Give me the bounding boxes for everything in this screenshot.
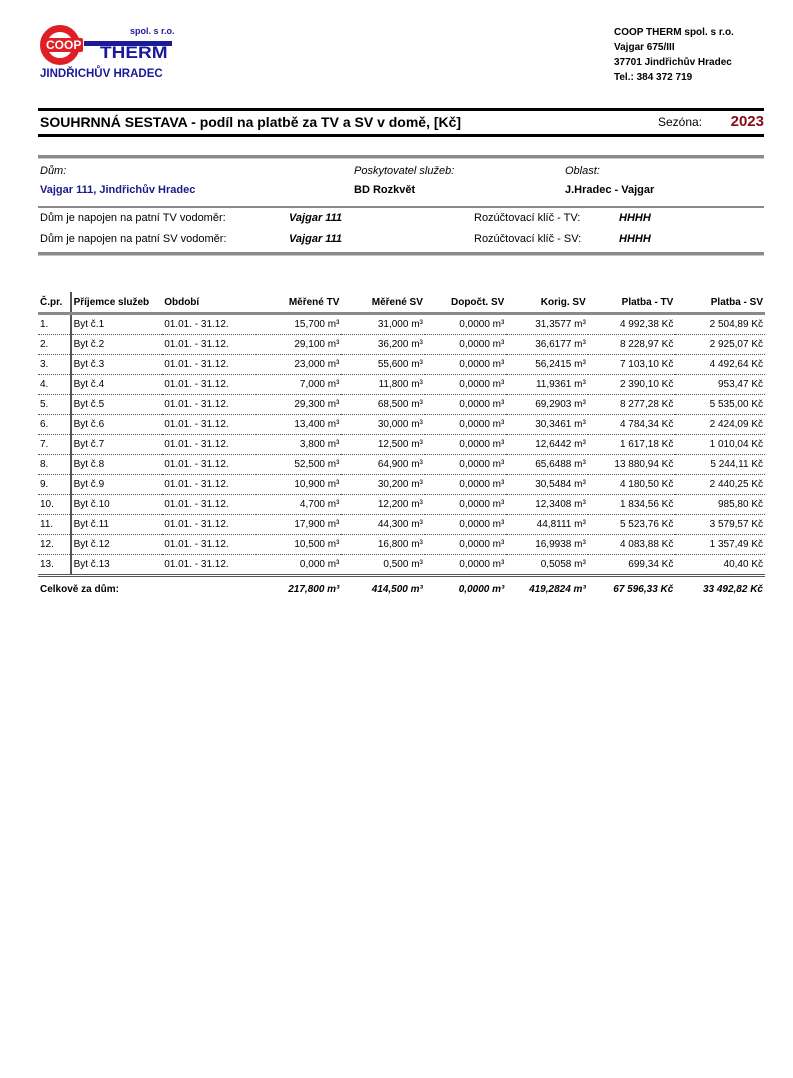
cell-period: 01.01. - 31.12. (162, 375, 256, 395)
table-row (38, 515, 765, 535)
cell-payment-sv: 2 504,89 Kč (675, 314, 765, 335)
cell-measured-tv: 17,900 m³ (256, 515, 342, 535)
cell-corrected-sv: 31,3577 m³ (506, 314, 587, 335)
table-row (38, 415, 765, 435)
col-header-computed-sv: Dopočt. SV (425, 292, 506, 314)
cell-period: 01.01. - 31.12. (162, 515, 256, 535)
sv-key-value: HHHH (619, 233, 651, 245)
house-value: Vajgar 111, Jindřichův Hradec (40, 184, 196, 196)
cell-number: 4. (38, 375, 71, 395)
cell-recipient: Byt č.3 (71, 355, 163, 375)
cell-computed-sv: 0,0000 m³ (425, 395, 506, 415)
cell-payment-tv: 8 277,28 Kč (588, 395, 676, 415)
title-rule-bottom (38, 134, 764, 137)
info-rule-top (38, 155, 764, 159)
tv-key-label: Rozúčtovací klíč - TV: (474, 212, 581, 224)
cell-measured-tv: 15,700 m³ (256, 314, 342, 335)
cell-recipient: Byt č.7 (71, 435, 163, 455)
col-header-payment-sv: Platba - SV (675, 292, 765, 314)
cell-number: 3. (38, 355, 71, 375)
cell-corrected-sv: 44,8111 m³ (506, 515, 587, 535)
cell-computed-sv: 0,0000 m³ (425, 515, 506, 535)
cell-computed-sv: 0,0000 m³ (425, 475, 506, 495)
table-header-row (38, 292, 765, 314)
total-measured-sv: 414,500 m³ (371, 583, 423, 595)
cell-payment-tv: 4 083,88 Kč (588, 535, 676, 555)
cell-measured-tv: 10,500 m³ (256, 535, 342, 555)
cell-payment-tv: 2 390,10 Kč (588, 375, 676, 395)
company-name: COOP THERM spol. s r.o. (614, 27, 734, 38)
cell-measured-sv: 64,900 m³ (341, 455, 424, 475)
table-row (38, 495, 765, 515)
total-measured-tv: 217,800 m³ (288, 583, 340, 595)
info-rule-mid (38, 206, 764, 208)
season-value: 2023 (730, 113, 764, 130)
cell-measured-sv: 55,600 m³ (341, 355, 424, 375)
cell-number: 8. (38, 455, 71, 475)
cell-corrected-sv: 36,6177 m³ (506, 335, 587, 355)
cell-measured-sv: 11,800 m³ (341, 375, 424, 395)
cell-measured-sv: 30,000 m³ (341, 415, 424, 435)
cell-corrected-sv: 56,2415 m³ (506, 355, 587, 375)
cell-period: 01.01. - 31.12. (162, 535, 256, 555)
cell-number: 11. (38, 515, 71, 535)
table-row (38, 435, 765, 455)
table-row (38, 555, 765, 576)
provider-value: BD Rozkvět (354, 184, 416, 196)
table-row (38, 314, 765, 335)
cell-measured-tv: 7,000 m³ (256, 375, 342, 395)
cell-measured-tv: 0,000 m³ (256, 555, 342, 576)
house-label: Dům: (40, 165, 67, 177)
cell-corrected-sv: 69,2903 m³ (506, 395, 587, 415)
cell-payment-sv: 2 440,25 Kč (675, 475, 765, 495)
logo-therm-text: THERM (100, 44, 168, 62)
cell-computed-sv: 0,0000 m³ (425, 495, 506, 515)
cell-payment-sv: 2 925,07 Kč (675, 335, 765, 355)
company-address (614, 25, 734, 85)
cell-payment-sv: 40,40 Kč (675, 555, 765, 576)
cell-corrected-sv: 30,5484 m³ (506, 475, 587, 495)
cell-recipient: Byt č.11 (71, 515, 163, 535)
cell-measured-tv: 29,100 m³ (256, 335, 342, 355)
cell-corrected-sv: 30,3461 m³ (506, 415, 587, 435)
cell-number: 12. (38, 535, 71, 555)
report-title-row (38, 112, 764, 132)
logo-spol-text: spol. s r.o. (130, 26, 175, 36)
cell-payment-tv: 1 834,56 Kč (588, 495, 676, 515)
cell-measured-tv: 23,000 m³ (256, 355, 342, 375)
cell-payment-tv: 4 992,38 Kč (588, 314, 676, 335)
cell-payment-sv: 1 357,49 Kč (675, 535, 765, 555)
total-payment-sv: 33 492,82 Kč (702, 583, 763, 595)
company-street: Vajgar 675/III (614, 42, 675, 53)
cell-computed-sv: 0,0000 m³ (425, 455, 506, 475)
cell-payment-tv: 699,34 Kč (588, 555, 676, 576)
cell-recipient: Byt č.6 (71, 415, 163, 435)
cell-number: 2. (38, 335, 71, 355)
cell-payment-tv: 4 784,34 Kč (588, 415, 676, 435)
table-row (38, 395, 765, 415)
cell-payment-sv: 953,47 Kč (675, 375, 765, 395)
col-header-measured-tv: Měřené TV (256, 292, 342, 314)
cell-corrected-sv: 12,6442 m³ (506, 435, 587, 455)
total-payment-tv: 67 596,33 Kč (613, 583, 674, 595)
cell-period: 01.01. - 31.12. (162, 555, 256, 576)
cell-measured-tv: 3,800 m³ (256, 435, 342, 455)
cell-payment-sv: 2 424,09 Kč (675, 415, 765, 435)
cell-payment-tv: 8 228,97 Kč (588, 335, 676, 355)
cell-number: 6. (38, 415, 71, 435)
cell-recipient: Byt č.8 (71, 455, 163, 475)
cell-period: 01.01. - 31.12. (162, 475, 256, 495)
cell-computed-sv: 0,0000 m³ (425, 355, 506, 375)
area-label: Oblast: (565, 165, 600, 177)
cell-recipient: Byt č.9 (71, 475, 163, 495)
cell-corrected-sv: 65,6488 m³ (506, 455, 587, 475)
cell-period: 01.01. - 31.12. (162, 355, 256, 375)
tv-meter-value: Vajgar 111 (289, 212, 342, 224)
cell-recipient: Byt č.12 (71, 535, 163, 555)
cell-computed-sv: 0,0000 m³ (425, 314, 506, 335)
cell-measured-tv: 4,700 m³ (256, 495, 342, 515)
cell-payment-tv: 4 180,50 Kč (588, 475, 676, 495)
cell-corrected-sv: 12,3408 m³ (506, 495, 587, 515)
cell-corrected-sv: 16,9938 m³ (506, 535, 587, 555)
cell-period: 01.01. - 31.12. (162, 415, 256, 435)
table-row (38, 455, 765, 475)
cell-measured-tv: 29,300 m³ (256, 395, 342, 415)
cell-number: 13. (38, 555, 71, 576)
cell-number: 7. (38, 435, 71, 455)
cell-recipient: Byt č.2 (71, 335, 163, 355)
cell-recipient: Byt č.5 (71, 395, 163, 415)
report-title: SOUHRNNÁ SESTAVA - podíl na platbě za TV a SV v domě, [Kč] (40, 114, 462, 130)
col-header-period: Období (162, 292, 256, 314)
cell-computed-sv: 0,0000 m³ (425, 415, 506, 435)
logo-coop-text: COOP (46, 38, 82, 52)
company-logo (38, 22, 178, 84)
summary-table (38, 292, 765, 601)
sv-key-label: Rozúčtovací klíč - SV: (474, 233, 582, 245)
cell-corrected-sv: 11,9361 m³ (506, 375, 587, 395)
company-phone: Tel.: 384 372 719 (614, 72, 693, 83)
cell-computed-sv: 0,0000 m³ (425, 375, 506, 395)
total-label: Celkově za dům: (40, 583, 119, 595)
col-header-payment-tv: Platba - TV (588, 292, 676, 314)
table-total-row (38, 576, 765, 602)
cell-recipient: Byt č.4 (71, 375, 163, 395)
cell-corrected-sv: 0,5058 m³ (506, 555, 587, 576)
cell-period: 01.01. - 31.12. (162, 314, 256, 335)
cell-measured-sv: 16,800 m³ (341, 535, 424, 555)
total-computed-sv: 0,0000 m³ (458, 583, 505, 595)
cell-payment-sv: 985,80 Kč (675, 495, 765, 515)
tv-meter-label: Dům je napojen na patní TV vodoměr: (40, 212, 226, 224)
tv-key-value: HHHH (619, 212, 651, 224)
cell-computed-sv: 0,0000 m³ (425, 435, 506, 455)
season-label: Sezóna: (658, 115, 703, 129)
cell-measured-sv: 12,200 m³ (341, 495, 424, 515)
info-rule-bottom (38, 252, 764, 256)
col-header-corrected-sv: Korig. SV (506, 292, 587, 314)
table-row (38, 335, 765, 355)
cell-period: 01.01. - 31.12. (162, 435, 256, 455)
table-row (38, 475, 765, 495)
logo-city-text: JINDŘICHŮV HRADEC (40, 68, 163, 80)
col-header-recipient: Příjemce služeb (71, 292, 163, 314)
cell-measured-tv: 52,500 m³ (256, 455, 342, 475)
cell-payment-sv: 1 010,04 Kč (675, 435, 765, 455)
cell-measured-tv: 13,400 m³ (256, 415, 342, 435)
cell-measured-sv: 12,500 m³ (341, 435, 424, 455)
sv-meter-value: Vajgar 111 (289, 233, 342, 245)
cell-payment-sv: 5 535,00 Kč (675, 395, 765, 415)
company-city: 37701 Jindřichův Hradec (614, 57, 732, 68)
total-corrected-sv: 419,2824 m³ (529, 583, 586, 595)
cell-payment-tv: 7 103,10 Kč (588, 355, 676, 375)
cell-measured-sv: 31,000 m³ (341, 314, 424, 335)
cell-measured-sv: 36,200 m³ (341, 335, 424, 355)
table-row (38, 355, 765, 375)
cell-computed-sv: 0,0000 m³ (425, 335, 506, 355)
cell-payment-tv: 1 617,18 Kč (588, 435, 676, 455)
cell-measured-sv: 44,300 m³ (341, 515, 424, 535)
cell-recipient: Byt č.10 (71, 495, 163, 515)
cell-measured-sv: 30,200 m³ (341, 475, 424, 495)
cell-period: 01.01. - 31.12. (162, 455, 256, 475)
cell-period: 01.01. - 31.12. (162, 395, 256, 415)
cell-number: 9. (38, 475, 71, 495)
cell-period: 01.01. - 31.12. (162, 495, 256, 515)
title-rule-top (38, 108, 764, 111)
col-header-measured-sv: Měřené SV (341, 292, 424, 314)
cell-measured-tv: 10,900 m³ (256, 475, 342, 495)
table-row (38, 375, 765, 395)
cell-period: 01.01. - 31.12. (162, 335, 256, 355)
sv-meter-label: Dům je napojen na patní SV vodoměr: (40, 233, 227, 245)
table-row (38, 535, 765, 555)
area-value: J.Hradec - Vajgar (565, 184, 655, 196)
cell-payment-tv: 5 523,76 Kč (588, 515, 676, 535)
cell-payment-tv: 13 880,94 Kč (588, 455, 676, 475)
cell-measured-sv: 68,500 m³ (341, 395, 424, 415)
cell-number: 10. (38, 495, 71, 515)
cell-payment-sv: 3 579,57 Kč (675, 515, 765, 535)
provider-label: Poskytovatel služeb: (354, 165, 455, 177)
cell-measured-sv: 0,500 m³ (341, 555, 424, 576)
cell-payment-sv: 4 492,64 Kč (675, 355, 765, 375)
cell-recipient: Byt č.13 (71, 555, 163, 576)
cell-payment-sv: 5 244,11 Kč (675, 455, 765, 475)
cell-number: 1. (38, 314, 71, 335)
cell-number: 5. (38, 395, 71, 415)
col-header-number: Č.pr. (38, 292, 71, 314)
cell-computed-sv: 0,0000 m³ (425, 555, 506, 576)
cell-recipient: Byt č.1 (71, 314, 163, 335)
cell-computed-sv: 0,0000 m³ (425, 535, 506, 555)
